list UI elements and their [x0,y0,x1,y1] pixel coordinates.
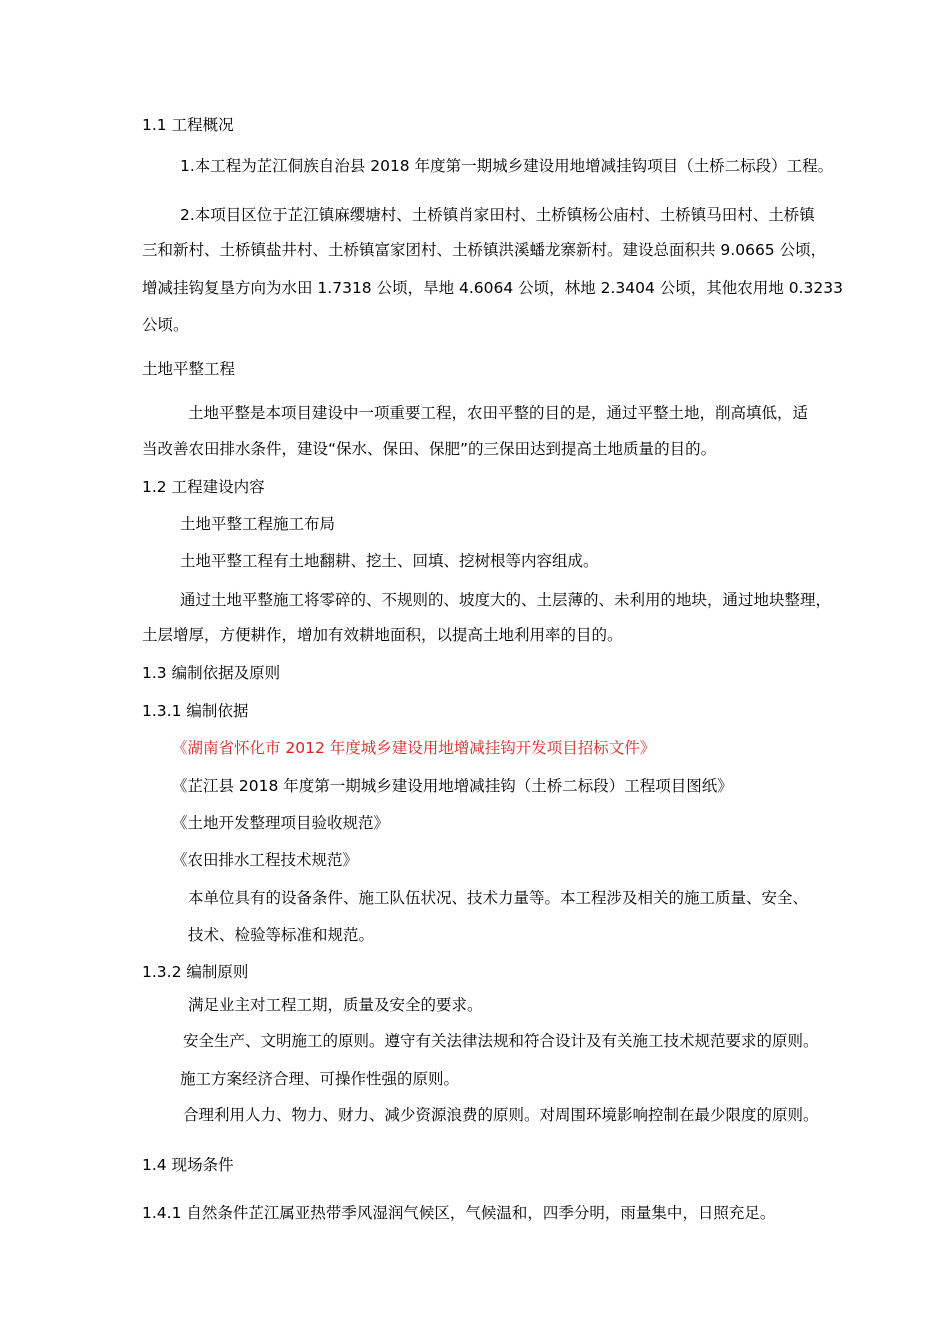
natural-conditions-paragraph: 1.4.1 自然条件芷江属亚热带季风湿润气候区，气候温和，四季分明，雨量集中，日照充足。 [142,1204,776,1222]
land-leveling-paragraph-line-1: 土地平整是本项目建设中一项重要工程，农田平整的目的是，通过平整土地，削高填低，适 [188,404,809,422]
overview-paragraph-1: 1.本工程为芷江侗族自治县 2018 年度第一期城乡建设用地增减挂钩项目（土桥二标段）工程。 [180,157,834,175]
section-heading-1-1: 1.1 工程概况 [142,116,234,134]
principle-item-4: 合理利用人力、物力、财力、减少资源浪费的原则。对周围环境影响控制在最少限度的原则。 [183,1106,819,1124]
principle-heading: 1.3.2 编制原则 [142,963,249,981]
construction-content-paragraph: 土地平整工程有土地翻耕、挖土、回填、挖树根等内容组成。 [180,552,599,570]
construction-layout-subheading: 土地平整工程施工布局 [180,515,336,533]
overview-paragraph-2-line-4: 公顷。 [142,316,189,334]
basis-item-acceptance-spec: 《土地开发整理项目验收规范》 [172,814,390,832]
basis-note-line-1: 本单位具有的设备条件、施工队伍状况、技术力量等。本工程涉及相关的施工质量、安全、 [188,889,809,907]
land-leveling-paragraph-line-2: 当改善农田排水条件，建设“保水、保田、保肥”的三保田达到提高土地质量的目的。 [142,440,717,458]
principle-item-3: 施工方案经济合理、可操作性强的原则。 [180,1070,460,1088]
basis-item-drawings: 《芷江县 2018 年度第一期城乡建设用地增减挂钩（土桥二标段）工程项目图纸》 [172,777,733,795]
principle-item-1: 满足业主对工程工期，质量及安全的要求。 [188,996,483,1014]
overview-paragraph-2-line-2: 三和新村、土桥镇盐井村、土桥镇富家团村、土桥镇洪溪蟠龙寨新村。建设总面积共 9.0665 公顷， [142,241,827,259]
section-heading-1-4: 1.4 现场条件 [142,1156,234,1174]
section-heading-1-3: 1.3 编制依据及原则 [142,664,281,682]
overview-paragraph-2-line-1: 2.本项目区位于芷江镇麻缨塘村、土桥镇肖家田村、土桥镇杨公庙村、土桥镇马田村、土桥镇 [180,206,815,224]
basis-note-line-2: 技术、检验等标准和规范。 [188,926,375,944]
construction-purpose-line-2: 土层增厚，方便耕作，增加有效耕地面积，以提高土地利用率的目的。 [142,626,623,644]
overview-paragraph-2-line-3: 增减挂钩复垦方向为水田 1.7318 公顷，旱地 4.6064 公顷，林地 2.3404 公顷，其他农用地 0.3233 [142,279,843,297]
land-leveling-heading: 土地平整工程 [142,360,236,378]
basis-item-tender-document: 《湖南省怀化市 2012 年度城乡建设用地增减挂钩开发项目招标文件》 [172,739,656,757]
principle-item-2: 安全生产、文明施工的原则。遵守有关法律法规和符合设计及有关施工技术规范要求的原则。 [183,1032,819,1050]
construction-purpose-line-1: 通过土地平整施工将零碎的、不规则的、坡度大的、土层薄的、未利用的地块，通过地块整理， [180,591,832,609]
basis-item-drainage-spec: 《农田排水工程技术规范》 [172,851,359,869]
basis-heading: 1.3.1 编制依据 [142,702,249,720]
section-heading-1-2: 1.2 工程建设内容 [142,478,265,496]
